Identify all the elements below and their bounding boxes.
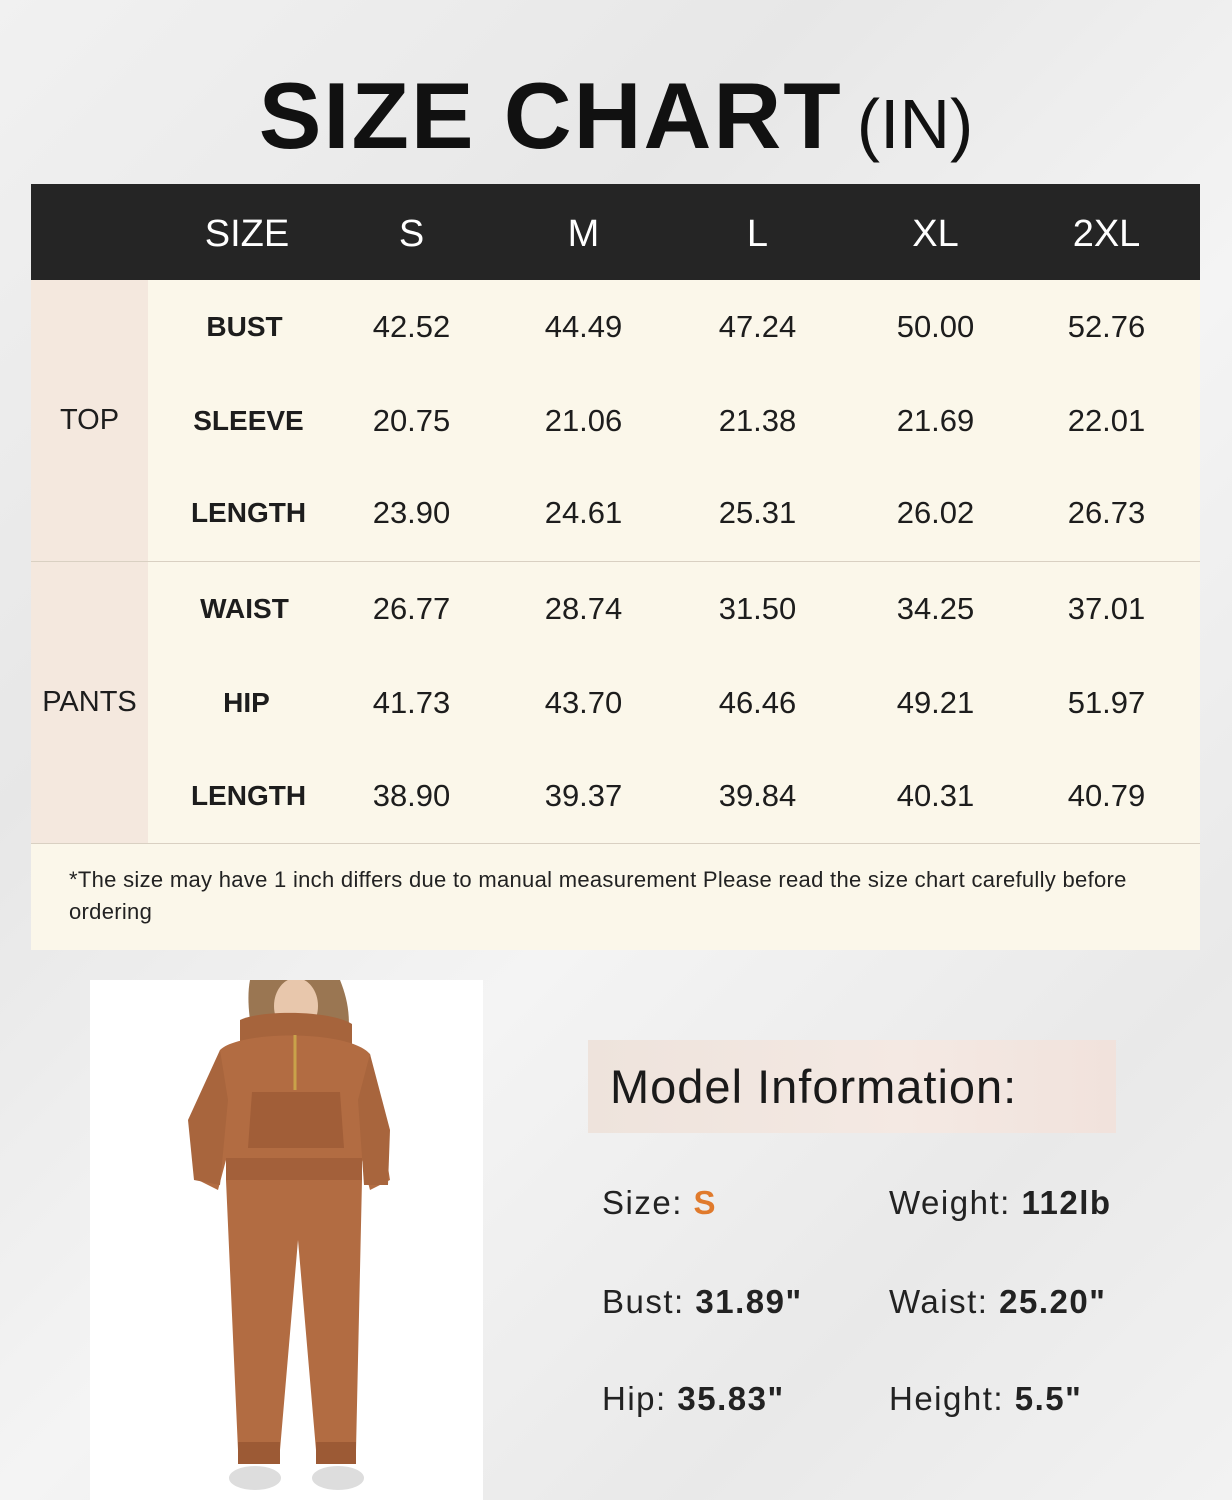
table-row xyxy=(31,374,1200,467)
model-size-label: Size: xyxy=(602,1184,683,1221)
group-label-top: TOP xyxy=(31,280,148,561)
measure-label: LENGTH xyxy=(190,780,307,811)
model-info-title: Model Information: xyxy=(610,1060,1018,1113)
page-title xyxy=(0,62,1232,170)
cell-value: 26.02 xyxy=(896,495,975,530)
cell-value: 41.73 xyxy=(372,685,451,720)
header-size: SIZE xyxy=(204,213,290,255)
measure-label: LENGTH xyxy=(190,497,307,528)
model-bust-value: 31.89" xyxy=(695,1283,803,1320)
cell-value: 34.25 xyxy=(896,591,975,626)
cell-value: 26.77 xyxy=(372,591,451,626)
table-row xyxy=(31,656,1200,749)
model-height xyxy=(889,1380,1082,1418)
cell-value: 21.69 xyxy=(896,403,975,438)
model-size-value: S xyxy=(693,1184,718,1221)
model-waist-value: 25.20" xyxy=(999,1283,1107,1320)
title-main: SIZE CHART xyxy=(258,63,843,168)
model-height-label: Height: xyxy=(889,1380,1005,1417)
measure-label: SLEEVE xyxy=(193,405,304,436)
title-unit: (IN) xyxy=(856,85,974,163)
cell-value: 23.90 xyxy=(372,495,451,530)
header-2xl: 2XL xyxy=(1072,213,1141,255)
cell-value: 20.75 xyxy=(372,403,451,438)
cell-value: 39.84 xyxy=(718,778,797,813)
table-header xyxy=(31,184,1200,280)
cell-value: 22.01 xyxy=(1067,403,1146,438)
model-hip xyxy=(602,1380,785,1418)
header-xl: XL xyxy=(912,213,959,255)
header-l: L xyxy=(746,213,769,255)
cell-value: 39.37 xyxy=(544,778,623,813)
cell-value: 51.97 xyxy=(1067,685,1146,720)
model-height-value: 5.5" xyxy=(1014,1380,1083,1417)
table-row xyxy=(31,280,1200,373)
model-waist-label: Waist: xyxy=(889,1283,989,1320)
cell-value: 49.21 xyxy=(896,685,975,720)
cell-value: 40.79 xyxy=(1067,778,1146,813)
size-table xyxy=(31,184,1200,950)
cell-value: 24.61 xyxy=(544,495,623,530)
cell-value: 47.24 xyxy=(718,309,797,344)
measure-label: HIP xyxy=(223,687,270,718)
measure-label: BUST xyxy=(206,311,283,342)
cell-value: 44.49 xyxy=(544,309,623,344)
model-size xyxy=(602,1184,717,1222)
model-illustration xyxy=(90,980,483,1500)
cell-value: 21.38 xyxy=(718,403,797,438)
model-hip-value: 35.83" xyxy=(677,1380,785,1417)
cell-value: 37.01 xyxy=(1067,591,1146,626)
group-pants xyxy=(31,562,1200,843)
header-m: M xyxy=(567,213,600,255)
measure-label: WAIST xyxy=(200,593,289,624)
table-row xyxy=(31,466,1200,559)
cell-value: 25.31 xyxy=(718,495,797,530)
group-label-pants: PANTS xyxy=(31,562,148,843)
model-waist xyxy=(889,1283,1106,1321)
measurement-note: *The size may have 1 inch differs due to manual measurement Please read the size chart carefully before ordering xyxy=(31,843,1200,950)
cell-value: 21.06 xyxy=(544,403,623,438)
cell-value: 31.50 xyxy=(718,591,797,626)
header-s: S xyxy=(398,213,425,255)
model-weight xyxy=(889,1184,1112,1222)
model-weight-value: 112lb xyxy=(1021,1184,1112,1221)
model-bust-label: Bust: xyxy=(602,1283,685,1320)
cell-value: 50.00 xyxy=(896,309,975,344)
table-row xyxy=(31,749,1200,842)
model-weight-label: Weight: xyxy=(889,1184,1011,1221)
model-bust xyxy=(602,1283,803,1321)
group-top xyxy=(31,280,1200,562)
cell-value: 42.52 xyxy=(372,309,451,344)
cell-value: 40.31 xyxy=(896,778,975,813)
cell-value: 26.73 xyxy=(1067,495,1146,530)
model-hip-label: Hip: xyxy=(602,1380,667,1417)
cell-value: 52.76 xyxy=(1067,309,1146,344)
model-info-heading xyxy=(588,1040,1116,1133)
cell-value: 46.46 xyxy=(718,685,797,720)
cell-value: 28.74 xyxy=(544,591,623,626)
cell-value: 38.90 xyxy=(372,778,451,813)
table-row xyxy=(31,562,1200,655)
cell-value: 43.70 xyxy=(544,685,623,720)
model-photo xyxy=(90,980,483,1500)
